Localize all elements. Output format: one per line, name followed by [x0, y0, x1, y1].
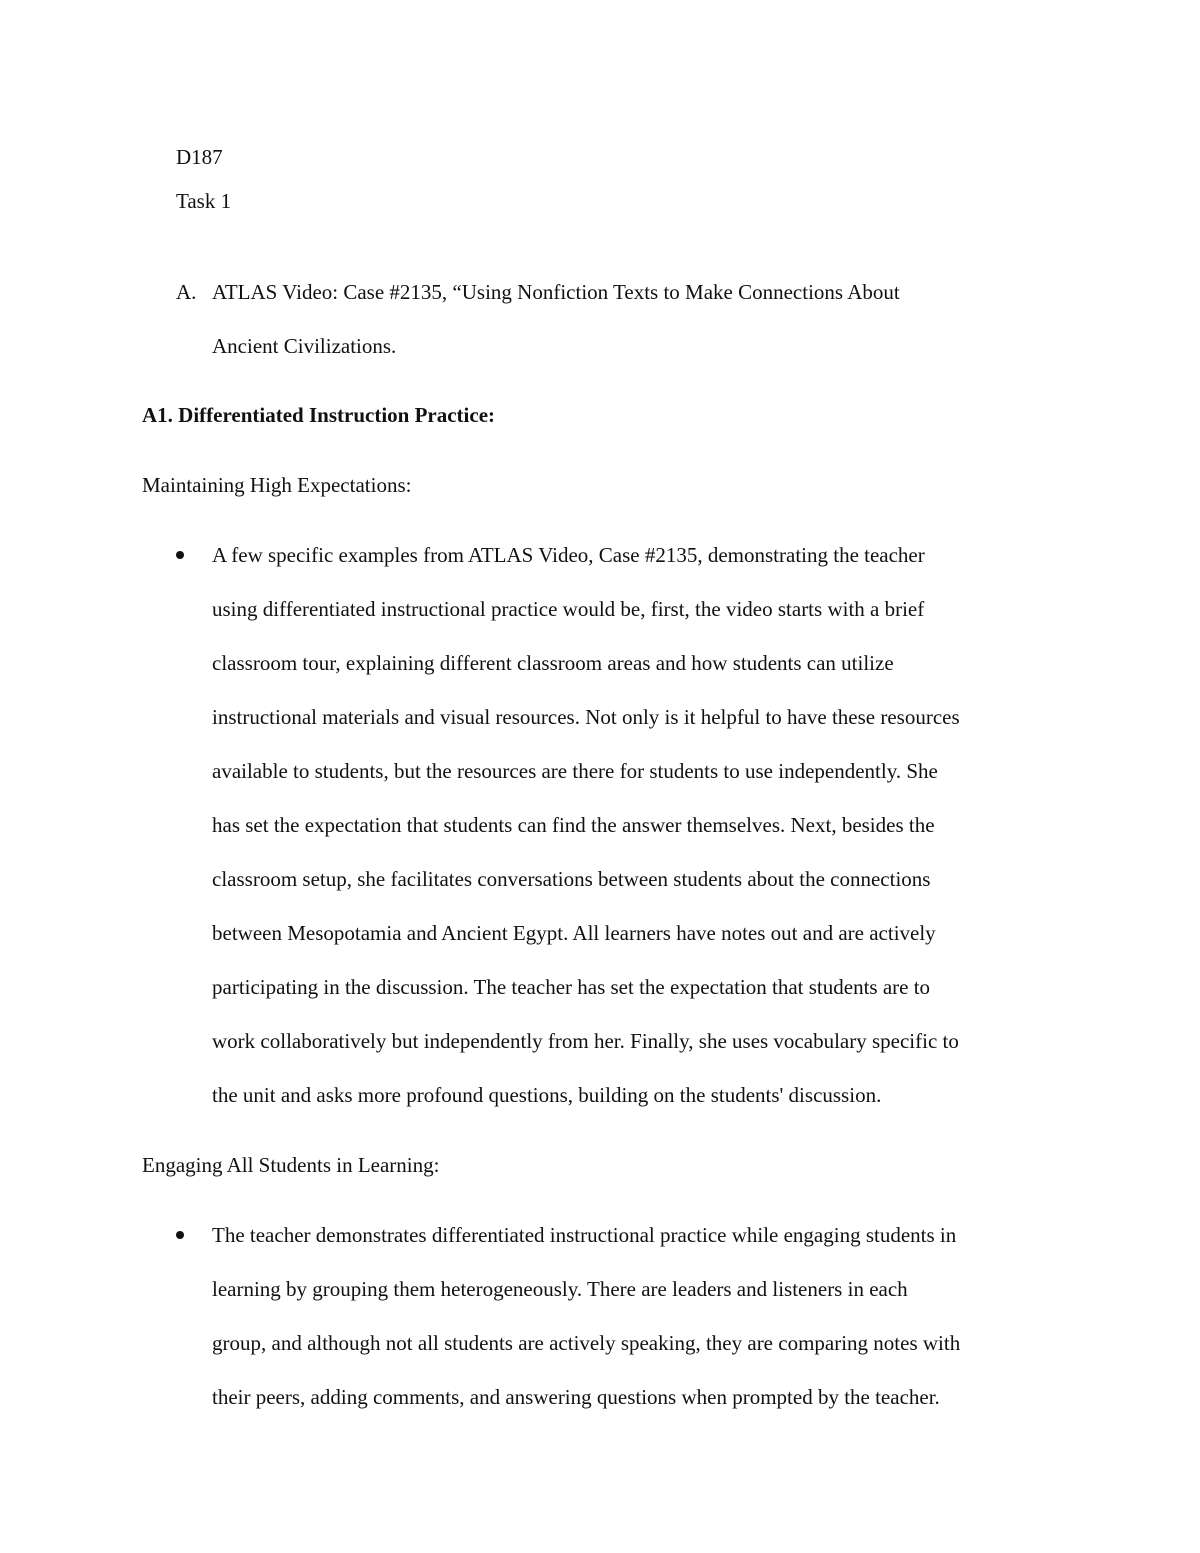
task-label: Task 1 [176, 189, 232, 213]
section-a-marker: A. [176, 280, 197, 304]
paragraph-line: instructional materials and visual resources. Not only is it helpful to have these resources [212, 705, 960, 729]
paragraph-line: available to students, but the resources are there for students to use independently. She [212, 759, 938, 783]
section-a-line: Ancient Civilizations. [212, 334, 397, 358]
paragraph-line: work collaboratively but independently from her. Finally, she uses vocabulary specific to [212, 1029, 959, 1053]
paragraph-line: participating in the discussion. The teacher has set the expectation that students are to [212, 975, 931, 999]
paragraph-line: has set the expectation that students can find the answer themselves. Next, besides the [212, 813, 935, 837]
bullet-icon [176, 1231, 184, 1239]
paragraph-line: classroom setup, she facilitates conversations between students about the connections [212, 867, 931, 891]
course-code: D187 [176, 145, 223, 169]
paragraph-line: A few specific examples from ATLAS Video, Case #2135, demonstrating the teacher [212, 543, 925, 567]
section-a-line: ATLAS Video: Case #2135, “Using Nonfiction Texts to Make Connections About [212, 280, 900, 304]
subsection-title: Engaging All Students in Learning: [142, 1153, 440, 1177]
paragraph-line: The teacher demonstrates differentiated instructional practice while engaging students in [212, 1223, 957, 1247]
paragraph-line: their peers, adding comments, and answering questions when prompted by the teacher. [212, 1385, 940, 1409]
paragraph-line: using differentiated instructional practice would be, first, the video starts with a brief [212, 597, 925, 621]
paragraph-line: classroom tour, explaining different classroom areas and how students can utilize [212, 651, 894, 675]
bullet-icon [176, 551, 184, 559]
subsection-title: Maintaining High Expectations: [142, 473, 412, 497]
paragraph-line: group, and although not all students are actively speaking, they are comparing notes with [212, 1331, 961, 1355]
paragraph-line: the unit and asks more profound questions, building on the students' discussion. [212, 1083, 882, 1107]
section-a1-heading: A1. Differentiated Instruction Practice: [142, 403, 496, 427]
paragraph-line: learning by grouping them heterogeneously. There are leaders and listeners in each [212, 1277, 908, 1301]
paragraph-line: between Mesopotamia and Ancient Egypt. All learners have notes out and are actively [212, 921, 936, 945]
